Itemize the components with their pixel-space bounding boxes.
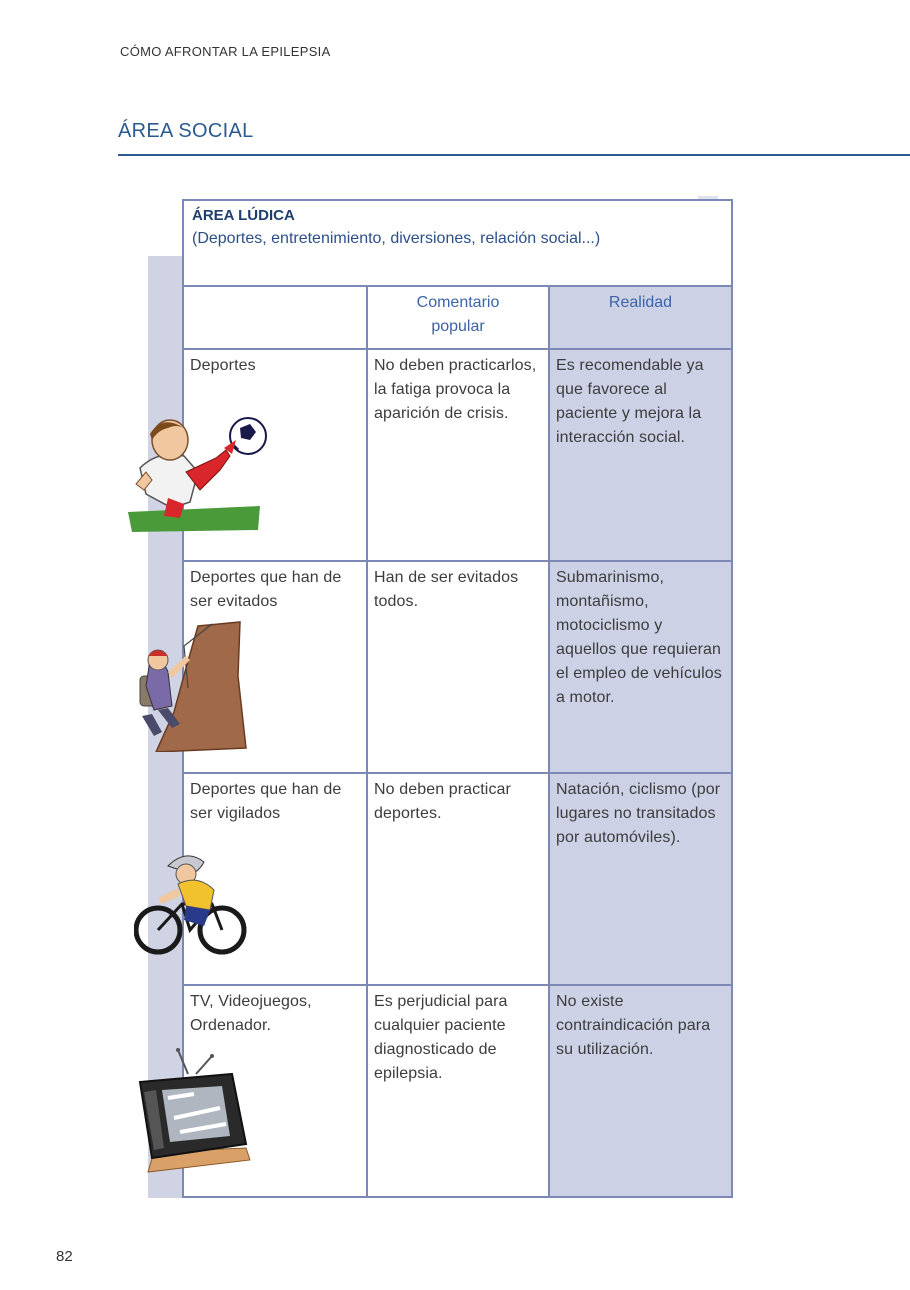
- section-title: ÁREA SOCIAL: [118, 120, 254, 142]
- reality-cell: Submarinismo, montañismo, motociclismo y aquellos que requieran el empleo de vehículos a motor.: [556, 569, 722, 706]
- television-icon: [134, 1048, 256, 1176]
- table-subtitle: (Deportes, entretenimiento, diversiones, relación social...): [192, 230, 601, 247]
- topic-cell: TV, Videojuegos, Ordenador.: [190, 993, 312, 1034]
- climber-icon: [128, 616, 258, 752]
- table-heading: [184, 201, 731, 287]
- running-header: CÓMO AFRONTAR LA EPILEPSIA: [120, 44, 331, 59]
- table-title: ÁREA LÚDICA: [192, 207, 295, 224]
- comment-cell: Han de ser evitados todos.: [374, 569, 519, 610]
- section-rule: [118, 154, 910, 156]
- column-header-empty: [184, 289, 366, 349]
- page-number: 82: [56, 1248, 73, 1265]
- comment-cell: No deben practicarlos, la fatiga provoca la aparición de crisis.: [374, 357, 537, 422]
- column-header-reality: Realidad: [608, 294, 673, 311]
- reality-cell: Es recomendable ya que favorece al paciente y mejora la interacción social.: [556, 357, 704, 446]
- column-header-comment: Comentario popular: [416, 294, 500, 335]
- soccer-player-icon: [128, 410, 268, 532]
- topic-cell: Deportes: [190, 357, 256, 374]
- reality-cell: No existe contraindicación para su utilización.: [556, 993, 711, 1058]
- comment-cell: Es perjudicial para cualquier paciente diagnosticado de epilepsia.: [374, 993, 508, 1082]
- topic-cell: Deportes que han de ser vigilados: [190, 781, 342, 822]
- row-divider: [184, 984, 731, 986]
- topic-cell: Deportes que han de ser evitados: [190, 569, 342, 610]
- cyclist-icon: [134, 844, 248, 960]
- row-divider: [184, 560, 731, 562]
- comment-cell: No deben practicar deportes.: [374, 781, 511, 822]
- row-divider: [184, 772, 731, 774]
- reality-cell: Natación, ciclismo (por lugares no transitados por automóviles).: [556, 781, 721, 846]
- activity-table: [182, 199, 733, 1198]
